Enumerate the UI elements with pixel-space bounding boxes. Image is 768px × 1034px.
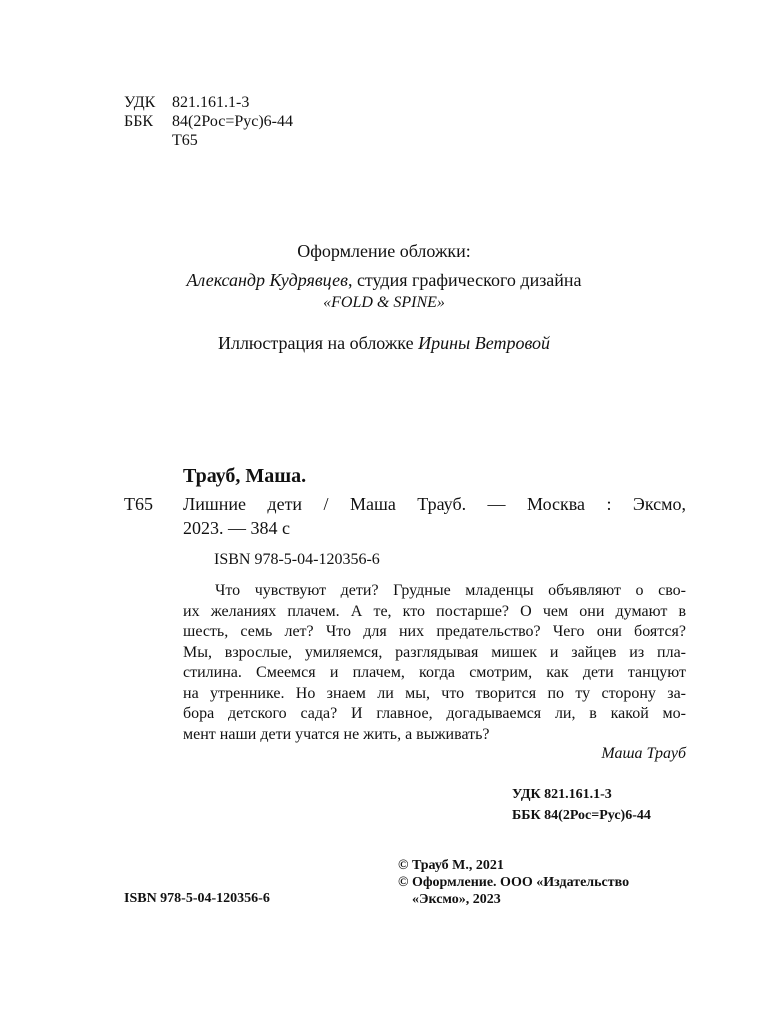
bibliographic-isbn: ISBN 978-5-04-120356-6 [214, 551, 380, 568]
designer-suffix: , студия графического дизайна [347, 270, 582, 290]
annotation-line: стилина. Смеемся и плачем, когда смотрим, как дети танцуют [183, 664, 686, 681]
bbk-value: 84(2Рос=Рус)6-44 [172, 113, 294, 130]
cutter-code: Т65 [172, 132, 198, 149]
cover-designer-line [0, 270, 768, 291]
cover-design-heading: Оформление обложки: [297, 241, 471, 261]
studio-name: «FOLD & SPINE» [323, 294, 445, 311]
footer-isbn: ISBN 978-5-04-120356-6 [124, 891, 270, 906]
footer-bbk: ББК 84(2Рос=Рус)6-44 [512, 808, 651, 823]
copyright-author: © Трауб М., 2021 [398, 858, 504, 873]
cutter-mark: Т65 [124, 494, 153, 514]
illustrator-name: Ирины Ветровой [418, 333, 551, 353]
annotation-line: мент наши дети учатся не жить, а выживать? [183, 725, 490, 743]
bibliographic-title-line: Лишние дети / Маша Трауб. — Москва : Эксмо, [183, 494, 686, 514]
bibliographic-imprint-line: 2023. — 384 с [183, 518, 290, 538]
annotation-signature: Маша Трауб [601, 745, 686, 762]
designer-name: Александр Кудрявцев [186, 270, 348, 290]
author-heading: Трауб, Маша. [183, 465, 307, 487]
copyright-publisher: «Эксмо», 2023 [412, 892, 501, 907]
annotation-line: бора детского сада? И главное, догадываемся ли, в какой мо- [183, 705, 686, 722]
bbk-row [124, 112, 293, 131]
annotation-line: шесть, семь лет? Что для них предательство? Чего они боятся? [183, 623, 686, 640]
annotation-line: их желаниях плачем. А те, кто постарше? О чем они думают в [183, 602, 686, 620]
copyright-block [398, 857, 629, 908]
udk-key: УДК [124, 94, 156, 111]
illustration-credit [0, 333, 768, 354]
udk-value: 821.161.1-3 [172, 94, 250, 111]
udk-row [124, 93, 293, 112]
annotation-text [183, 581, 686, 745]
footer-udk: УДК 821.161.1-3 [512, 787, 612, 802]
annotation-line: Что чувствуют дети? Грудные младенцы объявляют о сво- [215, 582, 686, 599]
illustration-prefix: Иллюстрация на обложке [217, 333, 419, 353]
cutter-row [124, 131, 293, 150]
annotation-line: Мы, взрослые, умиляемся, разглядывая мишек и зайцев из пла- [183, 643, 686, 661]
copyright-design: © Оформление. ООО «Издательство [398, 875, 630, 890]
catalog-codes [124, 93, 293, 150]
annotation-line: на утреннике. Но знаем ли мы, что творится по ту сторону за- [183, 684, 686, 702]
bbk-key: ББК [124, 113, 154, 130]
